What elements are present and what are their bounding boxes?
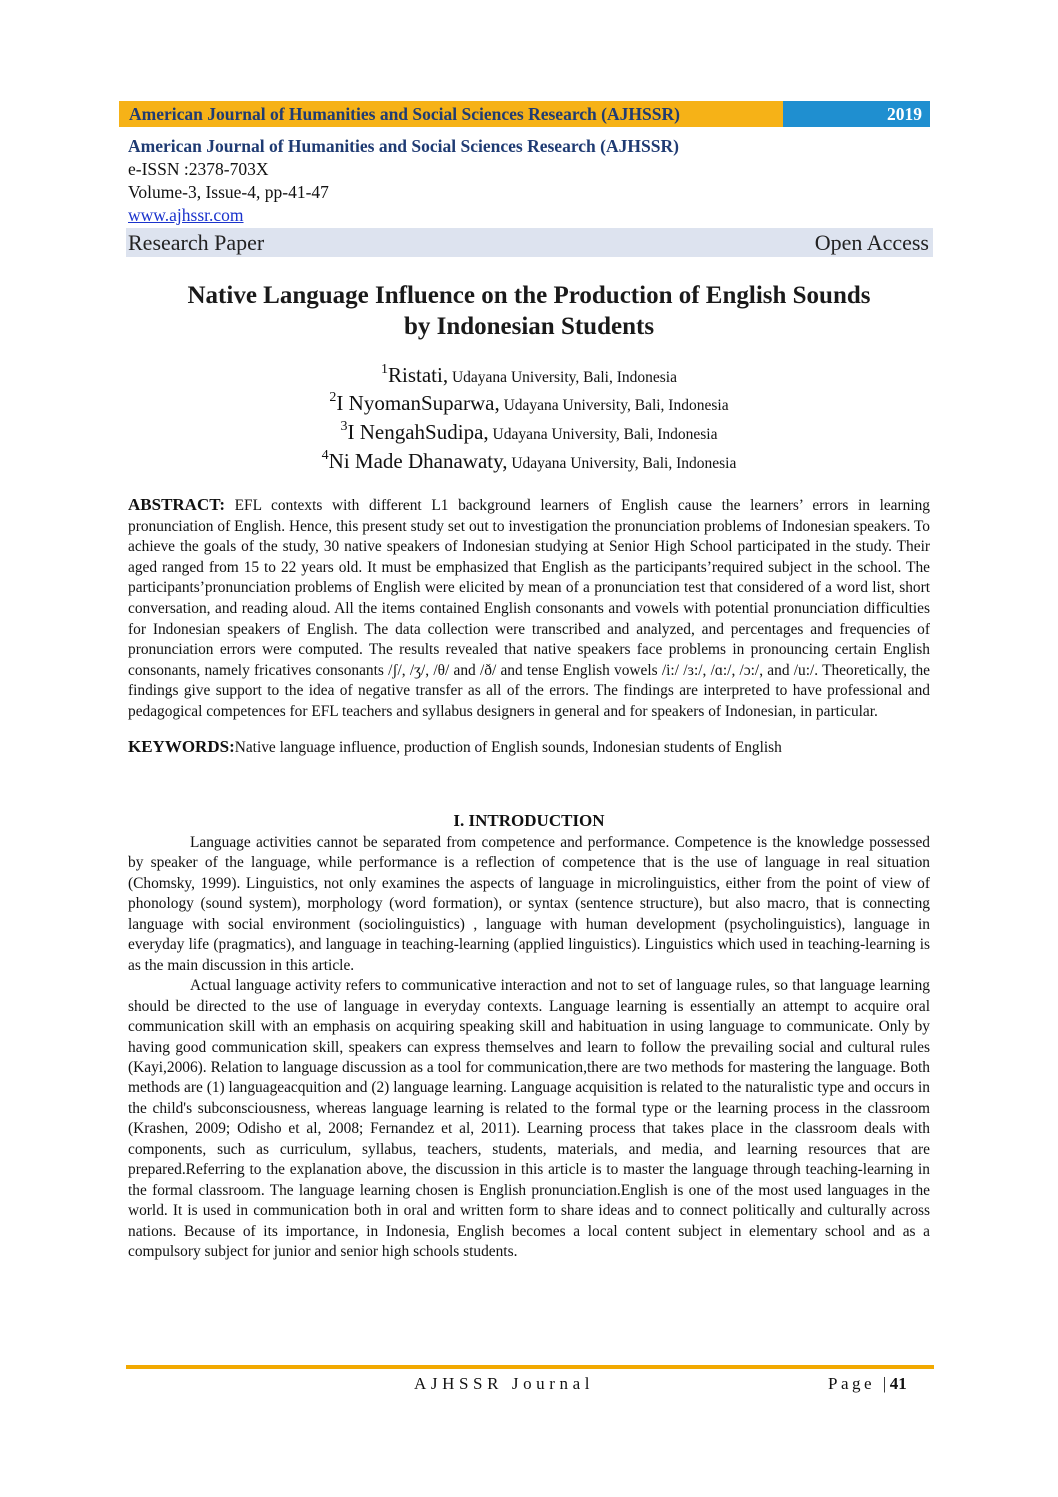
keywords-text: Native language influence, production of English sounds, Indonesian students of English bbox=[234, 739, 782, 756]
abstract-label: ABSTRACT: bbox=[128, 495, 225, 514]
journal-title: American Journal of Humanities and Social Sciences Research (AJHSSR) bbox=[128, 136, 679, 156]
author-number: 1 bbox=[381, 362, 389, 377]
running-header-year: 2019 bbox=[783, 101, 930, 127]
paper-type: Research Paper bbox=[128, 229, 265, 255]
abstract bbox=[128, 495, 930, 723]
author-3 bbox=[118, 419, 940, 445]
author-affiliation: Udayana University, Bali, Indonesia bbox=[499, 397, 729, 414]
journal-issn: e-ISSN :2378-703X bbox=[128, 159, 269, 179]
running-header-journal: American Journal of Humanities and Social Sciences Research (AJHSSR) bbox=[119, 101, 783, 127]
footer-page-number: 41 bbox=[889, 1374, 907, 1393]
section-body bbox=[128, 833, 930, 1263]
keywords bbox=[128, 737, 930, 759]
author-number: 2 bbox=[329, 390, 337, 405]
footer-rule bbox=[126, 1365, 934, 1369]
author-affiliation: Udayana University, Bali, Indonesia bbox=[507, 455, 737, 472]
section-heading: I. INTRODUCTION bbox=[453, 811, 605, 830]
author-1 bbox=[118, 362, 940, 388]
footer-journal: AJHSSR Journal bbox=[414, 1374, 595, 1393]
abstract-text: EFL contexts with different L1 background learners of English cause the learners’ errors in learning pronunciation of English. Hence, this present study set out to investigation the pronunciation problems of Indonesian speakers. To achieve the goals of the study, 30 native speakers of Indonesian studying at Senior High School participated in the study. Their aged ranged from 15 to 22 years old. It must be emphasized that English as the participants’required subject in the school. The participants’pronunciation problems of English were elicited by mean of a pronunciation test that considered of a word list, short conversation, and reading aloud. All the items contained English consonants and vowels with potential pronunciation difficulties for Indonesian speakers of English. The data collection were transcribed and analyzed, and percentages and frequencies of pronunciation errors were computed. The results revealed that native speakers face problems in pronouncing certain English consonants, namely fricatives consonants /ʃ/, /ʒ/, /θ/ and /ð/ and tense English vowels /i:/ /ɜ:/, /ɑ:/, /ɔ:/, and /u:/. Theoretically, the findings give support to the idea of negative transfer as all of the errors. The findings are interpreted to have professional and pedagogical competences for EFL teachers and syllabus designers in general and for speakers of Indonesian, in particular. bbox=[128, 497, 930, 720]
footer-page-label: Page | bbox=[828, 1374, 890, 1393]
author-number: 3 bbox=[340, 419, 348, 434]
journal-volume: Volume-3, Issue-4, pp-41-47 bbox=[128, 182, 329, 202]
footer-page bbox=[828, 1374, 907, 1394]
author-affiliation: Udayana University, Bali, Indonesia bbox=[488, 426, 718, 443]
paragraph: Language activities cannot be separated from competence and performance. Competence is the knowledge possessed by speaker of the language, while performance is a reflection of competence that is the use of language in real situation (Chomsky, 1999). Linguistics, not only examines the aspects of language in microlinguistics, either from the point of view of phonology (sound system), morphology (word formation), or syntax (sentence structure), but also macro, that is connecting language with social environment (sociolinguistics) , language with human development (psycholinguistics), language in everyday life (pragmatics), and language in teaching-learning (applied linguistics). Linguistics which used in teaching-learning is as the main discussion in this article. bbox=[128, 834, 930, 974]
running-header bbox=[119, 101, 930, 127]
author-name: I NengahSudipa, bbox=[347, 420, 489, 444]
paper-title-line-1: Native Language Influence on the Production of English Sounds bbox=[187, 282, 871, 309]
author-name: Ni Made Dhanawaty, bbox=[328, 449, 508, 473]
keywords-label: KEYWORDS: bbox=[128, 737, 235, 756]
author-number: 4 bbox=[321, 448, 329, 463]
author-affiliation: Udayana University, Bali, Indonesia bbox=[448, 369, 677, 386]
paragraph: Actual language activity refers to communicative interaction and not to set of language rules, so that language learning should be directed to the use of language in everyday contexts. Language learning is essentially an attempt to acquire oral communication skill with an emphasis on acquiring speaking skill and habituation in using language to communicate. Only by having good communication skill, speakers can express themselves and learn to follow the prevailing social and cultural rules (Kayi,2006). Relation to language discussion as a tool for communication,there are two methods for mastering the language. Both methods are (1) languageacquition and (2) language learning. Language acquisition is related to the naturalistic type and occurs in the child's subconsciousness, whereas language learning is related to the formal type or the learning process in the classroom (Krashen, 2009; Odisho et al, 2008; Fernandez et al, 2011). Learning process that takes place in the classroom deals with components, such as curriculum, syllabus, teachers, students, materials, and media, and learning resources that are prepared.Referring to the explanation above, the discussion in this article is to master the language through teaching-learning in the formal classroom. The language learning chosen is English pronunciation.English is one of the most used languages in the world. It is used in communication both in oral and written form to share ideas and to connect politically and culturally across nations. Because of its importance, in Indonesia, English becomes a local content subject in elementary school and as a compulsory subject for junior and senior high schools students. bbox=[128, 977, 930, 1261]
paper-type-bar bbox=[126, 228, 933, 257]
journal-website-link[interactable]: www.ajhssr.com bbox=[128, 205, 244, 225]
paper-title-line-2: by Indonesian Students bbox=[403, 313, 655, 340]
author-name: Ristati, bbox=[388, 363, 449, 387]
access-type: Open Access bbox=[814, 229, 929, 255]
author-2 bbox=[118, 390, 940, 416]
author-4 bbox=[118, 448, 940, 474]
paper-title bbox=[118, 280, 940, 342]
author-name: I NyomanSuparwa, bbox=[336, 391, 500, 415]
